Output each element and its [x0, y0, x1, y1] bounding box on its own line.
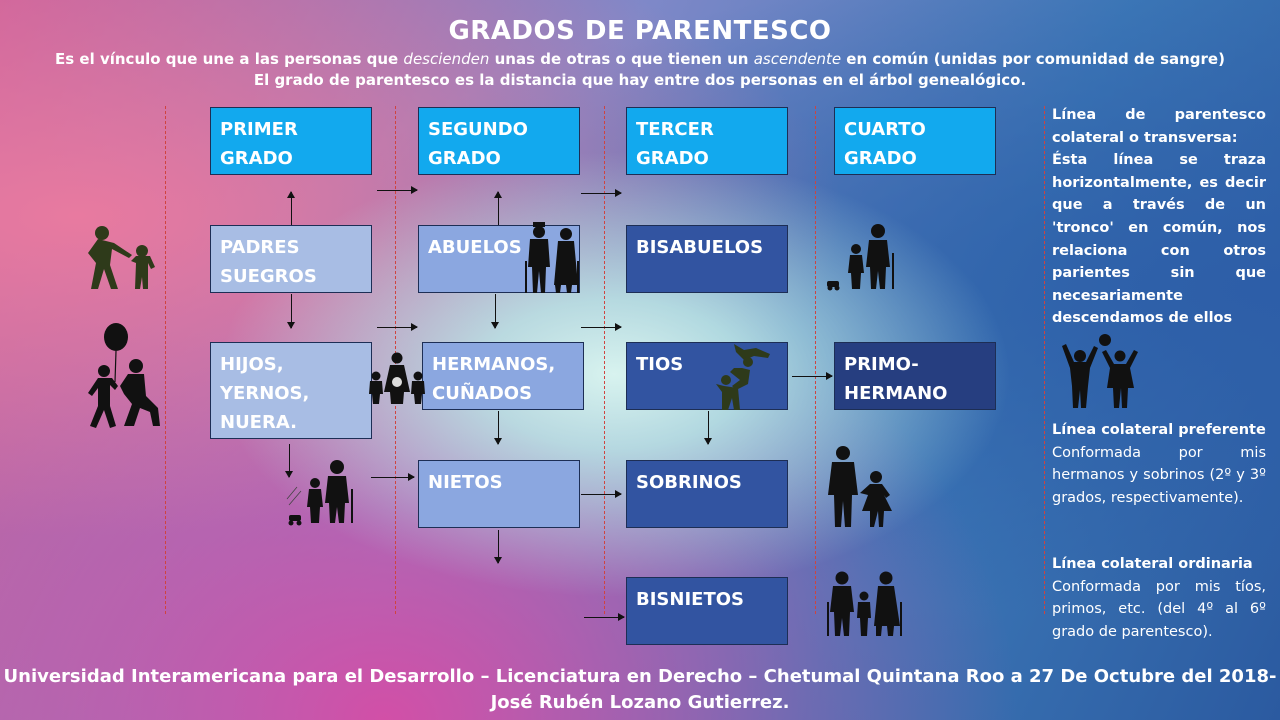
box-bisabuelos: BISABUELOS	[626, 225, 788, 293]
elderly-family-icon	[824, 570, 904, 638]
arrow-right	[581, 193, 621, 194]
header-tercer-grado: TERCER GRADO	[626, 107, 788, 175]
subtitle-definition	[0, 50, 1280, 68]
preferente-title: Línea colateral preferente	[1052, 422, 1266, 438]
ordinaria-title: Línea colateral ordinaria	[1052, 556, 1253, 572]
arrow-down	[498, 530, 499, 563]
arrow-right	[371, 477, 414, 478]
column-divider	[165, 106, 166, 614]
arrow-up	[291, 192, 292, 225]
subtitle-italic: descienden	[403, 50, 490, 68]
grandparents-icon	[522, 221, 582, 295]
subtitle-part: Es el vínculo que une a las personas que	[55, 50, 404, 68]
column-divider	[815, 106, 816, 614]
header-segundo-grado: SEGUNDO GRADO	[418, 107, 580, 175]
footer-university: Universidad Interamericana para el Desarrollo – Licenciatura en Derecho – Chetumal Quintana Roo a 27 De Octubre del 2018-	[3, 666, 1277, 687]
colateral-title: Línea de parentesco colateral o transversa:	[1052, 107, 1266, 146]
arrow-down	[495, 294, 496, 328]
acrobat-icon	[714, 340, 772, 412]
box-padres-suegros: PADRES SUEGROS	[210, 225, 372, 293]
arrow-right	[581, 494, 621, 495]
column-divider	[1044, 106, 1045, 614]
family-icon	[366, 352, 428, 406]
box-hijos-yernos: HIJOS, YERNOS, NUERA.	[210, 342, 372, 439]
grandparent-child-icon	[285, 459, 357, 527]
father-daughter-icon	[824, 445, 898, 529]
column-divider	[604, 106, 605, 614]
celebration-icon	[1058, 332, 1142, 412]
subtitle-part: unas de otras o que tienen un	[489, 50, 754, 68]
header-cuarto-grado: CUARTO GRADO	[834, 107, 996, 175]
arrow-down	[291, 294, 292, 328]
arrow-right	[377, 327, 417, 328]
adult-child-icon	[80, 225, 162, 291]
box-nietos: NIETOS	[418, 460, 580, 528]
ordinaria-text: Conformada por mis tíos, primos, etc. (del 4º al 6º grado de parentesco).	[1052, 578, 1266, 640]
footer-author: José Rubén Lozano Gutierrez.	[490, 692, 790, 713]
box-abuelos: ABUELOS	[418, 225, 580, 293]
subtitle-italic: ascendente	[753, 50, 842, 68]
box-bisnietos: BISNIETOS	[626, 577, 788, 645]
arrow-down	[498, 411, 499, 444]
preferente-text: Conformada por mis hermanos y sobrinos (2º y 3º grados, respectivamente).	[1052, 444, 1266, 506]
subtitle-part: en común (unidas por comunidad de sangre)	[841, 50, 1225, 68]
arrow-right	[581, 327, 621, 328]
arrow-right	[377, 190, 417, 191]
arrow-down	[708, 411, 709, 444]
header-primer-grado: PRIMER GRADO	[210, 107, 372, 175]
side-ordinaria	[1052, 553, 1266, 643]
page-title: GRADOS DE PARENTESCO	[448, 16, 832, 46]
box-tios: TIOS	[626, 342, 788, 410]
subtitle-grado: El grado de parentesco es la distancia que hay entre dos personas en el árbol genealógico.	[253, 71, 1027, 89]
side-colateral	[1052, 104, 1266, 330]
box-hermanos-cunados: HERMANOS, CUÑADOS	[422, 342, 584, 410]
arrow-right	[584, 617, 624, 618]
arrow-up	[498, 192, 499, 225]
grandparent-child-icon	[826, 223, 898, 291]
balloon-family-icon	[80, 322, 164, 434]
colateral-text: Ésta línea se traza horizontalmente, es decir que a través de un 'tronco' en común, nos relaciona con otros parientes sin que necesariamente descendamos de ellos	[1052, 152, 1266, 327]
arrow-right	[792, 376, 832, 377]
side-preferente	[1052, 419, 1266, 509]
box-primo-hermano: PRIMO- HERMANO	[834, 342, 996, 410]
box-sobrinos: SOBRINOS	[626, 460, 788, 528]
